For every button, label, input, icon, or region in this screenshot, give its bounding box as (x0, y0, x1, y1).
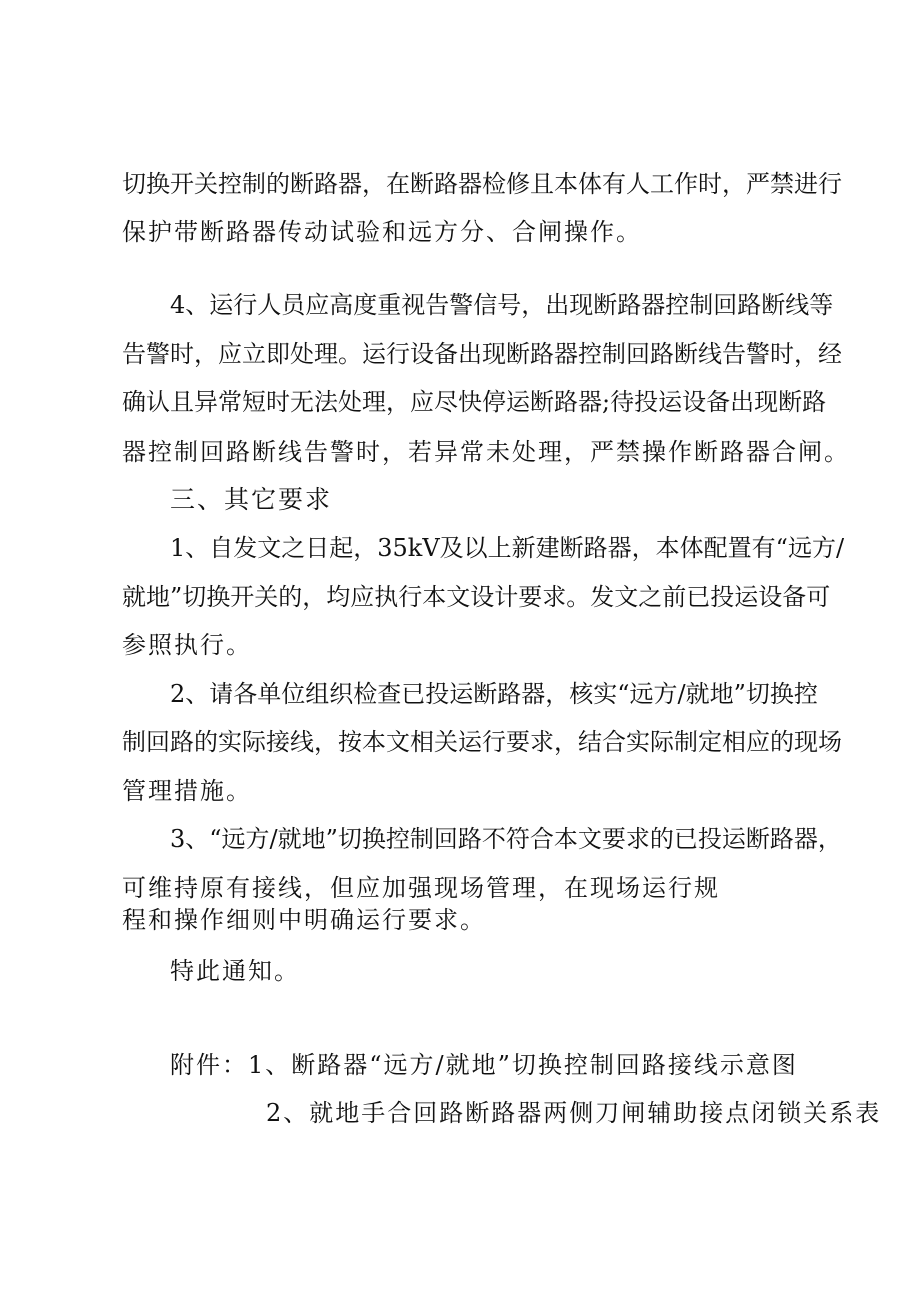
attachment-line: 附件：1、断路器“远方/就地”切换控制回路接线示意图 (170, 1051, 798, 1079)
attachment-line: 2、就地手合回路断路器两侧刀闸辅助接点闭锁关系表 (266, 1099, 882, 1127)
paragraph-line: 制回路的实际接线，按本文相关运行要求，结合实际制定相应的现场 (122, 728, 842, 756)
paragraph-line: 器控制回路断线告警时，若异常未处理，严禁操作断路器合闸。 (122, 438, 850, 466)
paragraph-line: 保护带断路器传动试验和远方分、合闸操作。 (122, 218, 642, 246)
paragraph-line: 参照执行。 (122, 631, 252, 659)
closing-line: 特此通知。 (170, 957, 300, 985)
paragraph-line: 可维持原有接线，但应加强现场管理，在现场运行规 (122, 874, 720, 902)
paragraph-line: 1、自发文之日起，35kV及以上新建断路器，本体配置有“远方/ (170, 534, 845, 562)
paragraph-line: 3、“远方/就地”切换控制回路不符合本文要求的已投运断路器， (170, 825, 842, 853)
paragraph-line: 2、请各单位组织检查已投运断路器，核实“远方/就地”切换控 (170, 680, 818, 708)
paragraph-line: 管理措施。 (122, 777, 252, 805)
paragraph-line: 程和操作细则中明确运行要求。 (122, 906, 486, 934)
paragraph-line: 确认且异常短时无法处理，应尽快停运断路器;待投运设备出现断路 (122, 388, 827, 416)
paragraph-line: 4、运行人员应高度重视告警信号，出现断路器控制回路断线等 (170, 291, 834, 319)
paragraph-line: 告警时，应立即处理。运行设备出现断路器控制回路断线告警时，经 (122, 340, 842, 368)
paragraph-line: 切换开关控制的断路器，在断路器检修且本体有人工作时，严禁进行 (122, 170, 842, 198)
paragraph-line: 就地”切换开关的，均应执行本文设计要求。发文之前已投运设备可 (122, 583, 831, 611)
section-heading: 三、其它要求 (170, 485, 333, 514)
